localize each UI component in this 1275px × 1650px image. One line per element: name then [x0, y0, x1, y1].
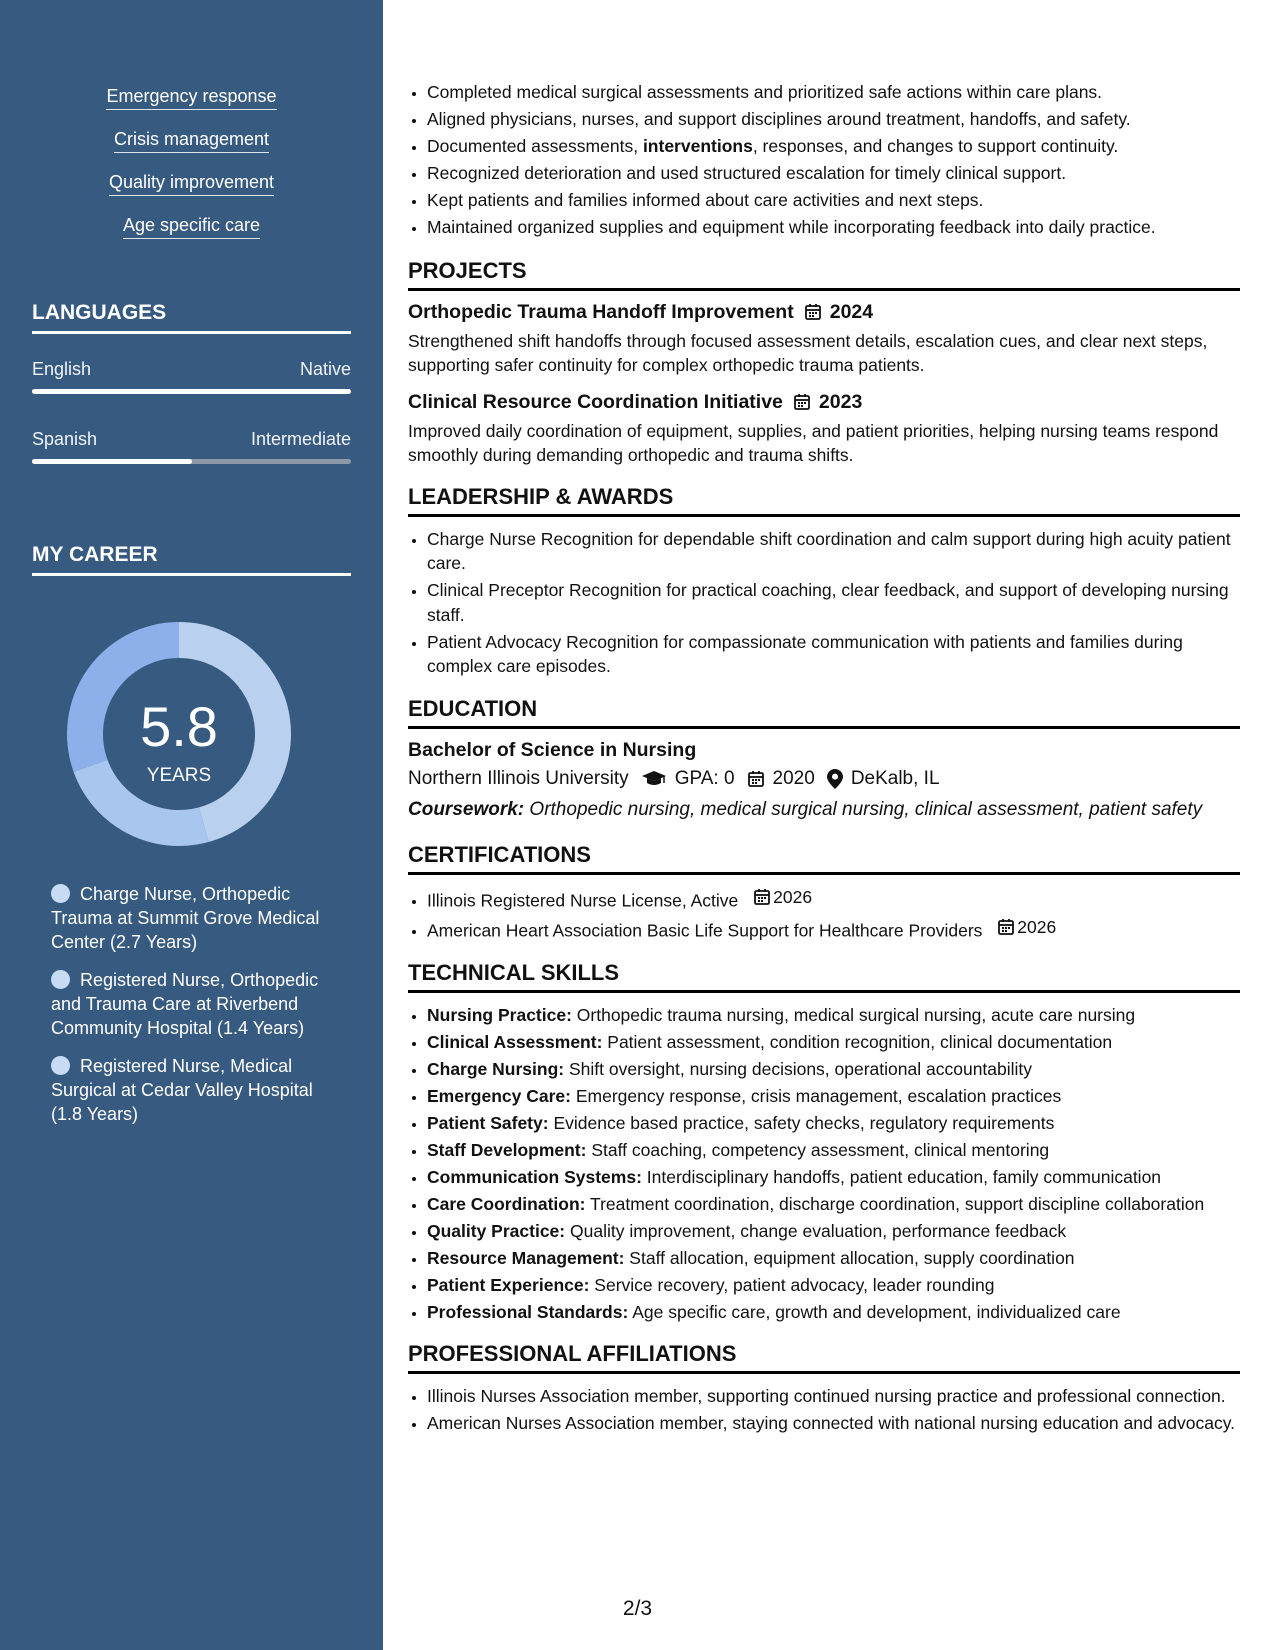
skill-text: Service recovery, patient advocacy, leader rounding	[594, 1274, 995, 1295]
project-title	[408, 301, 1240, 324]
list-item	[427, 1192, 1240, 1217]
career-item-text: Charge Nurse, Orthopedic Trauma at Summit Grove Medical Center (2.7 Years)	[51, 884, 320, 952]
career-dot-icon	[51, 970, 70, 989]
list-item	[427, 1165, 1240, 1190]
projects-heading: PROJECTS	[408, 258, 1240, 291]
certification-name: Illinois Registered Nurse License, Active	[427, 889, 739, 910]
list-item	[427, 1111, 1240, 1136]
skill-label: Staff Development:	[427, 1139, 587, 1160]
career-item	[51, 1054, 341, 1126]
list-item	[427, 1138, 1240, 1163]
project-description: Improved daily coordination of equipment, supplies, and patient priorities, helping nursing teams respond smoothly during demanding orthopedic and trauma shifts.	[408, 420, 1219, 465]
coursework-label: Coursework:	[408, 798, 525, 820]
career-item-text: Registered Nurse, Orthopedic and Trauma Care at Riverbend Community Hospital (1.4 Years)	[51, 970, 319, 1038]
page-number: 2/3	[622, 1597, 653, 1620]
list-item: • Illinois Nurses Association member, supporting continued nursing practice and professional connection.	[427, 1384, 1240, 1409]
language-level: Intermediate	[250, 429, 351, 449]
language-bar	[32, 459, 351, 464]
degree-title: Bachelor of Science in Nursing	[408, 738, 697, 761]
coursework	[408, 798, 1240, 822]
skill-label: Communication Systems:	[427, 1166, 642, 1187]
list-item: • Completed medical surgical assessments and prioritized safe actions within care plans.	[427, 80, 1240, 105]
skill-text: Staff coaching, competency assessment, clinical mentoring	[591, 1139, 1050, 1160]
skill-label: Charge Nursing:	[427, 1058, 565, 1079]
list-item: • Kept patients and families informed about care activities and next steps.	[427, 188, 1240, 213]
career-donut-chart	[66, 621, 292, 847]
languages-heading: LANGUAGES	[32, 301, 351, 334]
skill-label: Patient Experience:	[427, 1274, 590, 1295]
certifications-list	[408, 885, 1240, 943]
language-row	[32, 359, 351, 380]
skill-text: Emergency response, crisis management, escalation practices	[575, 1085, 1062, 1106]
project-year: 2024	[829, 300, 874, 323]
language-bar-fill	[32, 459, 192, 464]
list-item	[427, 1057, 1240, 1082]
gpa: GPA: 0	[674, 767, 735, 789]
career-item	[51, 968, 341, 1040]
main-content	[408, 80, 1240, 1438]
career-item	[51, 882, 341, 954]
education-heading: EDUCATION	[408, 696, 1240, 729]
language-name: Spanish	[32, 429, 98, 449]
graduation-year: 2020	[772, 767, 815, 789]
skill-text: Orthopedic trauma nursing, medical surgical nursing, acute care nursing	[576, 1004, 1136, 1025]
skill-text: Staff allocation, equipment allocation, supply coordination	[629, 1247, 1075, 1268]
location-pin-icon	[827, 769, 843, 789]
skill-label: Care Coordination:	[427, 1193, 586, 1214]
project-year: 2023	[818, 390, 863, 413]
career-heading: MY CAREER	[32, 543, 351, 576]
calendar-icon	[804, 303, 822, 321]
language-bar	[32, 389, 351, 394]
project-title	[408, 391, 1240, 414]
list-item	[427, 885, 1240, 913]
language-bar-fill	[32, 389, 351, 394]
skill-label: Emergency Care:	[427, 1085, 571, 1106]
project-name: Orthopedic Trauma Handoff Improvement	[408, 300, 794, 323]
language-row	[32, 429, 351, 450]
skill-text: Quality improvement, change evaluation, performance feedback	[570, 1220, 1067, 1241]
calendar-icon	[793, 393, 811, 411]
certifications-heading: CERTIFICATIONS	[408, 842, 1240, 875]
affiliations-heading: PROFESSIONAL AFFILIATIONS	[408, 1341, 1240, 1374]
skill-label: Quality Practice:	[427, 1220, 566, 1241]
list-item	[427, 1084, 1240, 1109]
sidebar	[0, 0, 383, 1650]
skill-text: Interdisciplinary handoffs, patient education, family communication	[646, 1166, 1162, 1187]
career-dot-icon	[51, 1056, 70, 1075]
list-item: • American Nurses Association member, staying connected with national nursing education and advocacy.	[427, 1411, 1240, 1436]
list-item: • Patient Advocacy Recognition for compassionate communication with patients and families during complex care episodes.	[427, 630, 1240, 679]
skill-label: Patient Safety:	[427, 1112, 549, 1133]
skill-label: Resource Management:	[427, 1247, 625, 1268]
technical-skills-heading: TECHNICAL SKILLS	[408, 960, 1240, 993]
calendar-icon	[997, 918, 1015, 936]
skill-text: Treatment coordination, discharge coordination, support discipline collaboration	[590, 1193, 1205, 1214]
career-dot-icon	[51, 884, 70, 903]
career-years-value: 5.8	[140, 695, 218, 758]
calendar-icon	[753, 888, 771, 906]
school-name: Northern Illinois University	[408, 767, 629, 789]
graduation-cap-icon	[641, 770, 667, 788]
list-item: • Documented assessments, interventions, responses, and changes to support continuity.	[427, 134, 1240, 159]
technical-skills-list	[408, 1003, 1240, 1325]
skill-tags	[0, 86, 383, 258]
language-name: English	[32, 359, 92, 379]
skill-text: Age specific care, growth and development, individualized care	[632, 1301, 1121, 1322]
skill-tag: Quality improvement	[109, 172, 274, 196]
skill-tag: Age specific care	[123, 215, 260, 239]
skill-label: Clinical Assessment:	[427, 1031, 603, 1052]
awards-heading: LEADERSHIP & AWARDS	[408, 484, 1240, 517]
awards-list	[408, 527, 1240, 679]
list-item: • Maintained organized supplies and equipment while incorporating feedback into daily practice.	[427, 215, 1240, 240]
experience-bullets	[408, 80, 1240, 240]
certification-year: 2026	[1017, 916, 1057, 937]
coursework-text: Orthopedic nursing, medical surgical nursing, clinical assessment, patient safety	[529, 798, 1203, 820]
list-item	[427, 1300, 1240, 1325]
list-item: • Recognized deterioration and used structured escalation for timely clinical support.	[427, 161, 1240, 186]
skill-text: Evidence based practice, safety checks, regulatory requirements	[553, 1112, 1055, 1133]
list-item	[427, 915, 1240, 943]
affiliations-list	[408, 1384, 1240, 1436]
career-item-text: Registered Nurse, Medical Surgical at Cedar Valley Hospital (1.8 Years)	[51, 1056, 313, 1124]
project-name: Clinical Resource Coordination Initiative	[408, 390, 783, 413]
calendar-icon	[747, 770, 765, 788]
location: DeKalb, IL	[850, 767, 940, 789]
skill-tag: Crisis management	[114, 129, 269, 153]
list-item	[427, 1003, 1240, 1028]
certification-year: 2026	[773, 886, 813, 907]
career-years-unit: YEARS	[146, 765, 212, 786]
career-list	[51, 882, 341, 1140]
education-meta	[408, 768, 1240, 790]
list-item	[427, 1219, 1240, 1244]
skill-label: Professional Standards:	[427, 1301, 629, 1322]
skill-label: Nursing Practice:	[427, 1004, 572, 1025]
skill-tag: Emergency response	[106, 86, 276, 110]
list-item	[427, 1273, 1240, 1298]
list-item	[427, 1030, 1240, 1055]
list-item: • Aligned physicians, nurses, and support disciplines around treatment, handoffs, and safety.	[427, 107, 1240, 132]
list-item	[427, 1246, 1240, 1271]
list-item: • Charge Nurse Recognition for dependable shift coordination and calm support during high acuity patient care.	[427, 527, 1240, 576]
certification-name: American Heart Association Basic Life Support for Healthcare Providers	[427, 920, 983, 940]
list-item: • Clinical Preceptor Recognition for practical coaching, clear feedback, and support of developing nursing staff.	[427, 578, 1240, 627]
skill-text: Shift oversight, nursing decisions, operational accountability	[568, 1058, 1033, 1079]
language-level: Native	[299, 359, 351, 379]
project-description: Strengthened shift handoffs through focused assessment details, escalation cues, and clear next steps, supporting safer continuity for complex orthopedic trauma patients.	[408, 330, 1208, 375]
skill-text: Patient assessment, condition recognition, clinical documentation	[607, 1031, 1113, 1052]
bold-text: interventions	[642, 136, 753, 156]
